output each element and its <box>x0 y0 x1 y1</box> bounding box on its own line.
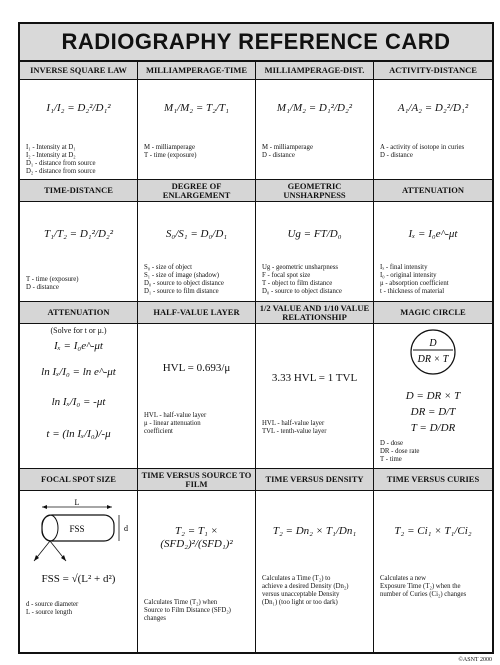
attenuation-step-3: ln Iₓ/I₀ = -μt <box>51 396 106 408</box>
time-distance-cell <box>20 202 138 302</box>
milliamperage-dist-formula: M₁/M₂ = D₁²/D₂² <box>276 102 353 114</box>
enlargement-formula: S₀/S₁ = D₀/D₁ <box>165 228 228 240</box>
header-time-vs-curies: TIME VERSUS CURIES <box>374 469 492 491</box>
magic-circle-drt: DR × T <box>417 354 449 365</box>
time-distance-desc: T - time (exposure) D - distance <box>26 276 79 292</box>
header-time-vs-density: TIME VERSUS DENSITY <box>256 469 374 491</box>
fss-desc: d - source diameter L - source length <box>26 601 79 617</box>
header-time-distance: TIME-DISTANCE <box>20 180 138 202</box>
tvl-formula: 3.33 HVL = 1 TVL <box>271 372 358 384</box>
unsharpness-desc: Ug - geometric unsharpness F - focal spot size T - object to film distance D₀ - source to object distance <box>262 264 342 296</box>
header-attenuation-2: ATTENUATION <box>20 302 138 324</box>
time-curies-desc: Calculates a new Exposure Time (T₂) when the number of Curies (Ci₂) changes <box>380 575 467 599</box>
milliamperage-time-cell <box>138 80 256 180</box>
inverse-square-formula: I₁/I₂ = D₂²/D₁² <box>46 102 111 114</box>
focal-spot-diagram <box>20 497 138 567</box>
focal-spot-cell <box>20 491 138 654</box>
header-geometric-unsharpness: GEOMETRIC UNSHARPNESS <box>256 180 374 202</box>
activity-distance-formula: A₁/A₂ = D₂²/D₁² <box>397 102 469 114</box>
header-half-value-layer: HALF-VALUE LAYER <box>138 302 256 324</box>
time-source-film-cell <box>138 491 256 654</box>
magic-circle-diagram <box>374 328 492 388</box>
enlargement-cell <box>138 202 256 302</box>
milliamperage-time-formula: M₁/M₂ = T₂/T₁ <box>164 102 229 114</box>
milliamperage-dist-cell <box>256 80 374 180</box>
inverse-square-desc: I₁ - Intensity at D₁ I₂ - Intensity at D₂ D₁ - distance from source D₂ - distance from source <box>26 144 96 176</box>
magic-formula-3: T = D/DR <box>410 422 456 434</box>
attenuation-note: (Solve for t or μ.) <box>50 326 107 335</box>
time-source-film-formula: T₂ = T₁ × (SFD₂)²/(SFD₁)² <box>160 525 233 550</box>
enlargement-desc: S₀ - size of object S₁ - size of image (shadow) D₀ - source to object distance D₁ - source to film distance <box>144 264 224 296</box>
time-density-cell <box>256 491 374 654</box>
header-milliamperage-dist: MILLIAMPERAGE-DIST. <box>256 62 374 80</box>
header-milliamperage-time: MILLIAMPERAGE-TIME <box>138 62 256 80</box>
header-time-vs-source-to-film: TIME VERSUS SOURCE TO FILM <box>138 469 256 491</box>
unsharpness-formula: Ug = FT/D₀ <box>287 228 342 240</box>
tvl-desc: HVL - half-value layer TVL - tenth-value layer <box>262 420 327 436</box>
header-degree-of-enlargement: DEGREE OF ENLARGEMENT <box>138 180 256 202</box>
time-distance-formula: T₁/T₂ = D₁²/D₂² <box>43 228 114 240</box>
copyright: ©ASNT 2000 <box>458 657 492 663</box>
attenuation-step-2: ln Iₓ/I₀ = ln e^-μt <box>41 366 116 378</box>
header-magic-circle: MAGIC CIRCLE <box>374 302 492 324</box>
header-activity-distance: ACTIVITY-DISTANCE <box>374 62 492 80</box>
inverse-square-law-cell <box>20 80 138 180</box>
header-half-tenth-value: 1/2 VALUE AND 1/10 VALUE RELATIONSHIP <box>256 302 374 324</box>
attenuation-cell-1 <box>374 202 492 302</box>
time-curies-formula: T₂ = Ci₁ × T₁/Ci₂ <box>394 525 472 537</box>
magic-desc: D - dose DR - dose rate T - time <box>380 440 420 464</box>
attenuation-cell-2 <box>20 324 138 469</box>
reference-card <box>18 22 494 654</box>
header-focal-spot-size: FOCAL SPOT SIZE <box>20 469 138 491</box>
fss-formula: FSS = √(L² + d²) <box>41 573 116 585</box>
magic-formula-2: DR = D/T <box>410 406 456 418</box>
header-inverse-square-law: INVERSE SQUARE LAW <box>20 62 138 80</box>
magic-formula-1: D = DR × T <box>405 390 461 402</box>
diameter-label: d <box>124 524 128 533</box>
length-label: L <box>74 498 80 507</box>
magic-circle-ring <box>411 330 455 374</box>
milliamperage-dist-desc: M - milliamperage D - distance <box>262 144 313 160</box>
card-title: RADIOGRAPHY REFERENCE CARD <box>20 24 492 62</box>
hvl-cell <box>138 324 256 469</box>
magic-circle-cell <box>374 324 492 469</box>
unsharpness-cell <box>256 202 374 302</box>
milliamperage-time-desc: M - milliamperage T - time (exposure) <box>144 144 197 160</box>
activity-distance-cell <box>374 80 492 180</box>
fss-diagram-label: FSS <box>69 524 85 534</box>
activity-distance-desc: A - activity of isotope in curies D - distance <box>380 144 465 160</box>
hvl-desc: HVL - half-value layer μ - linear attenuation coefficient <box>144 412 207 436</box>
attenuation-formula-1: Iₓ = I₀e^-μt <box>408 228 458 240</box>
magic-circle-d: D <box>429 338 437 349</box>
time-density-formula: T₂ = Dn₂ × T₁/Dn₁ <box>272 525 357 537</box>
time-curies-cell <box>374 491 492 654</box>
attenuation-step-1: Iₓ = I₀e^-μt <box>54 340 103 352</box>
time-source-film-desc: Calculates Time (T₂) when Source to Film Distance (SFD₂) changes <box>144 599 231 623</box>
time-density-desc: Calculates a Time (T₂) to achieve a desired Density (Dn₂) versus unacceptable Density (Dn₁) (too light or too dark) <box>262 575 349 607</box>
attenuation-step-4: t = (ln Iₓ/I₀)/-μ <box>46 428 111 440</box>
attenuation-desc-1: Iₓ - final intensity I₀ - original intensity μ - absorption coefficient t - thickness of material <box>380 264 449 296</box>
header-attenuation-1: ATTENUATION <box>374 180 492 202</box>
tvl-cell <box>256 324 374 469</box>
hvl-formula: HVL = 0.693/μ <box>162 362 231 374</box>
